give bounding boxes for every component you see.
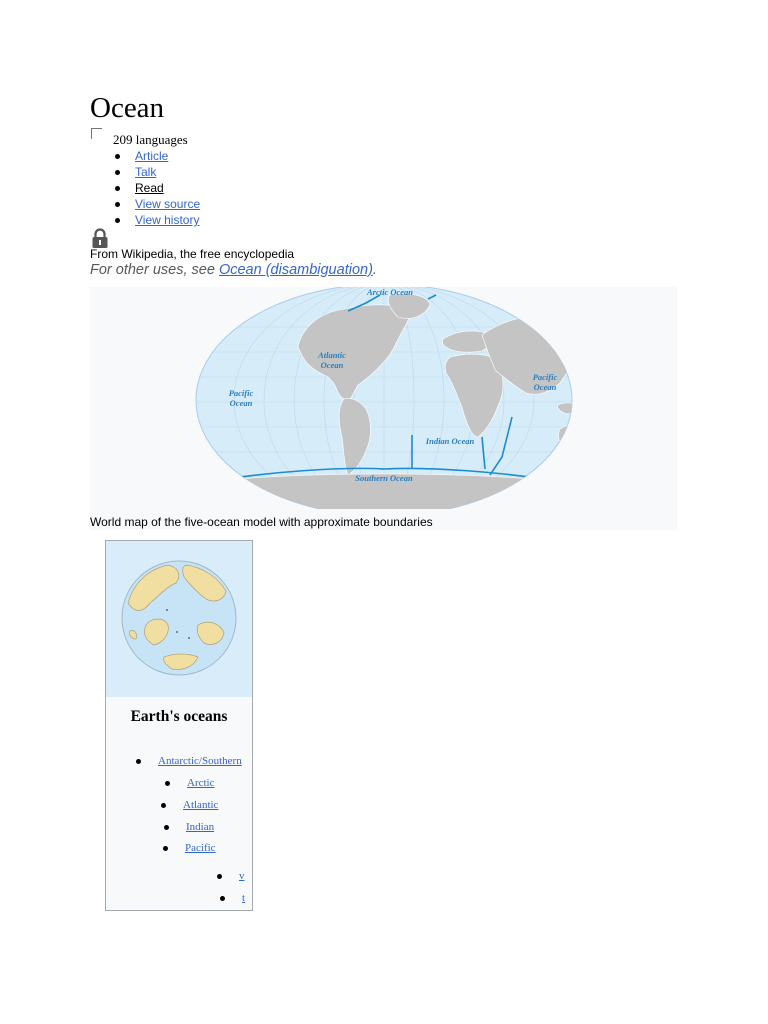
globe-icon <box>106 541 252 697</box>
label-arctic-ocean: Arctic Ocean <box>366 287 414 297</box>
navbox-title: Earth's oceans <box>130 708 228 725</box>
navbox-link-indian[interactable]: Indian <box>186 821 215 833</box>
tab-view-source <box>135 196 200 212</box>
oceans-navbox <box>105 540 253 911</box>
label-pacific-ocean-east-line2: Ocean <box>533 382 557 392</box>
world-map-figure <box>90 287 677 530</box>
navbox-view-link[interactable]: v <box>239 870 245 882</box>
globe-image[interactable] <box>106 541 252 697</box>
site-tagline: From Wikipedia, the free encyclopedia <box>90 247 295 261</box>
tab-article <box>135 148 168 164</box>
navbox-link-atlantic[interactable]: Atlantic <box>183 799 219 811</box>
lock-icon <box>91 228 109 248</box>
label-pacific-ocean-west-line2: Ocean <box>229 398 253 408</box>
label-atlantic-ocean-line1: Atlantic <box>318 350 346 360</box>
navbox-link-arctic[interactable]: Arctic <box>187 777 215 789</box>
tab-read-link[interactable]: Read <box>135 181 164 195</box>
label-indian-ocean: Indian Ocean <box>425 436 475 446</box>
hatnote-prefix: For other uses, see <box>90 262 219 278</box>
tab-talk <box>135 164 156 180</box>
hatnote <box>90 262 377 278</box>
label-pacific-ocean-west-line1: Pacific <box>228 388 254 398</box>
language-toggle-checkbox[interactable] <box>91 128 102 139</box>
label-southern-ocean: Southern Ocean <box>355 473 413 483</box>
tab-view-source-link[interactable]: View source <box>135 197 201 211</box>
hatnote-suffix: . <box>372 262 377 278</box>
page-title: Ocean <box>90 92 165 124</box>
label-pacific-ocean-east-line1: Pacific <box>532 372 558 382</box>
tab-read <box>135 180 164 196</box>
navbox-link-antarctic-southern[interactable]: Antarctic/Southern <box>158 755 242 767</box>
tab-view-history-link[interactable]: View history <box>135 213 200 227</box>
navbox-link-pacific[interactable]: Pacific <box>185 842 216 854</box>
world-map[interactable] <box>90 287 677 509</box>
navbox-talk-link[interactable]: t <box>242 892 246 904</box>
tab-talk-link[interactable]: Talk <box>135 165 157 179</box>
label-atlantic-ocean-line2: Ocean <box>320 360 344 370</box>
tab-article-link[interactable]: Article <box>135 149 169 163</box>
map-caption: World map of the five-ocean model with approximate boundaries <box>90 515 433 529</box>
languages-label[interactable]: 209 languages <box>113 132 188 147</box>
disambiguation-link[interactable]: Ocean (disambiguation) <box>218 262 373 278</box>
tab-view-history <box>135 212 199 228</box>
